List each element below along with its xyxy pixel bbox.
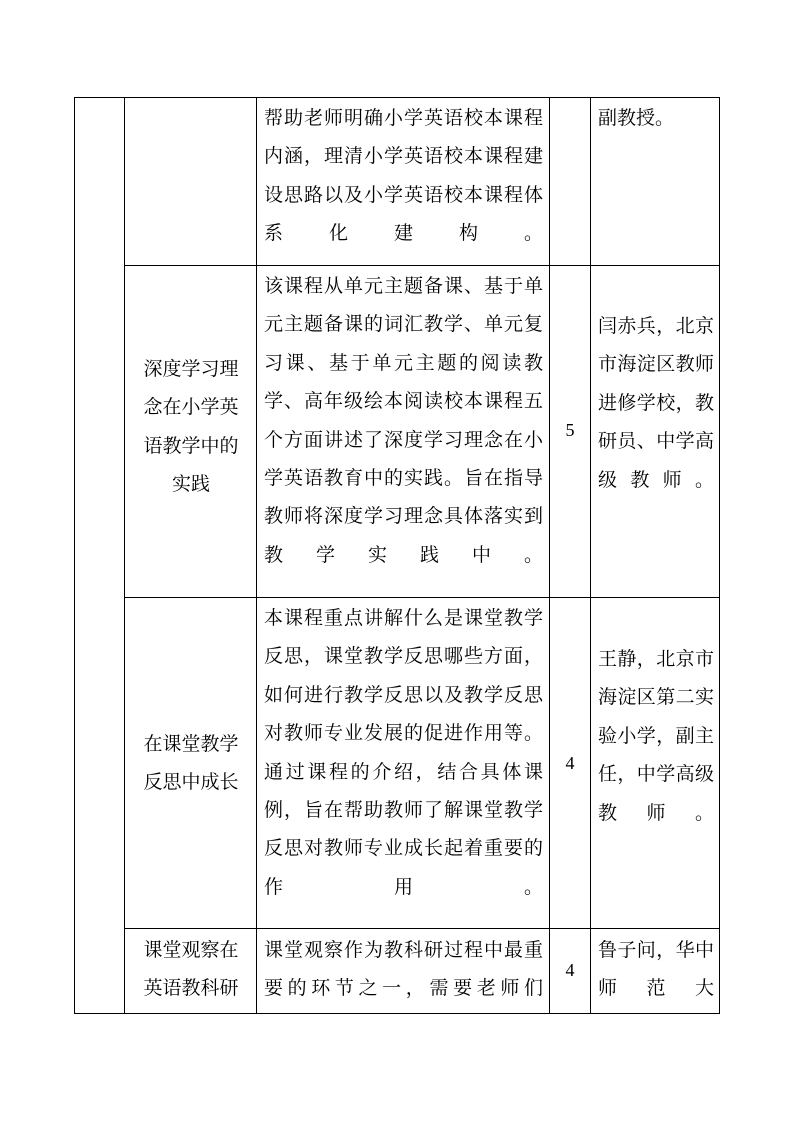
table-row-1-course: 深度学习理念在小学英语教学中的实践: [143, 358, 239, 496]
table-row-3-description: 课堂观察作为教科研过程中最重要的环节之一，需要老师们: [264, 939, 543, 1000]
table-row-3-lecturer: 鲁子问，华中师范大: [598, 939, 714, 1000]
table-row-2-hours: 4: [565, 753, 575, 773]
table-row-1-hours: 5: [565, 420, 575, 440]
table-row-0-lecturer: 副教授。: [598, 107, 675, 129]
table-row-1-lecturer: 闫赤兵，北京市海淀区教师进修学校，教研员、中学高级教师。: [598, 315, 714, 491]
table-row-0-course: [125, 98, 256, 265]
table-row-3-course: 课堂观察在英语教科研: [143, 939, 239, 1000]
table-row-2-course: 在课堂教学反思中成长: [143, 733, 239, 794]
table-row-2-description: 本课程重点讲解什么是课堂教学反思，课堂教学反思哪些方面，如何进行教学反思以及教学反思对教师专业发展的促进作用等。通过课程的介绍，结合具体课例，旨在帮助教师了解课堂教学反思对教师专业成长起着重要的作用。: [264, 607, 543, 898]
table-row-2-lecturer: 王静，北京市海淀区第二实验小学，副主任，中学高级教师。: [598, 648, 714, 824]
table-row-1-description: 该课程从单元主题备课、基于单元主题备课的词汇教学、单元复习课、基于单元主题的阅读教学、高年级绘本阅读校本课程五个方面讲述了深度学习理念在小学英语教育中的实践。旨在指导教师将深度学习理念具体落实到教学实践中。: [264, 275, 543, 566]
table-row-0-description: 帮助老师明确小学英语校本课程内涵，理清小学英语校本课程建设思路以及小学英语校本课程体系化建构。: [264, 107, 543, 245]
table-row-3-hours: 4: [565, 960, 575, 980]
